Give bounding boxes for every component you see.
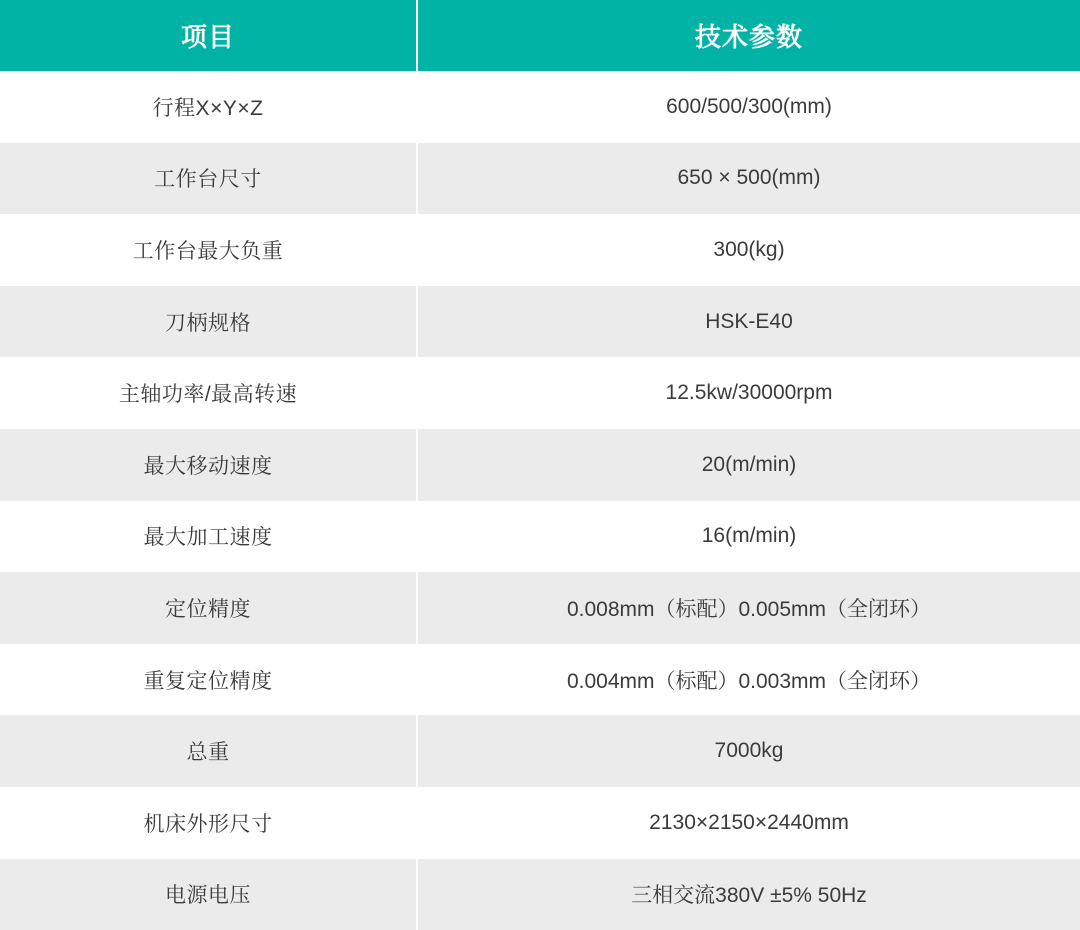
- row-item-label: 总重: [0, 715, 417, 787]
- row-item-label: 工作台最大负重: [0, 214, 417, 286]
- row-item-label: 行程X×Y×Z: [0, 71, 417, 143]
- row-item-label: 机床外形尺寸: [0, 787, 417, 859]
- table-header-row: [0, 0, 1080, 71]
- row-item-value: 20(m/min): [417, 429, 1080, 501]
- table-row: [0, 859, 1080, 930]
- row-item-value: 7000kg: [417, 715, 1080, 787]
- row-item-label: 最大加工速度: [0, 501, 417, 573]
- row-item-label: 重复定位精度: [0, 644, 417, 716]
- row-item-value: 300(kg): [417, 214, 1080, 286]
- row-item-value: 0.008mm（标配）0.005mm（全闭环）: [417, 572, 1080, 644]
- row-item-value: 16(m/min): [417, 501, 1080, 573]
- row-item-value: 2130×2150×2440mm: [417, 787, 1080, 859]
- table-header: [0, 0, 1080, 71]
- row-item-label: 最大移动速度: [0, 429, 417, 501]
- row-item-label: 主轴功率/最高转速: [0, 357, 417, 429]
- table-row: [0, 286, 1080, 358]
- row-item-label: 刀柄规格: [0, 286, 417, 358]
- table-row: [0, 143, 1080, 215]
- table-row: [0, 644, 1080, 716]
- row-item-value: HSK-E40: [417, 286, 1080, 358]
- row-item-value: 0.004mm（标配）0.003mm（全闭环）: [417, 644, 1080, 716]
- table-row: [0, 357, 1080, 429]
- row-item-label: 定位精度: [0, 572, 417, 644]
- row-item-label: 电源电压: [0, 859, 417, 930]
- column-header-item: 项目: [0, 0, 417, 71]
- row-item-value: 600/500/300(mm): [417, 71, 1080, 143]
- row-item-value: 三相交流380V ±5% 50Hz: [417, 859, 1080, 930]
- table-row: [0, 501, 1080, 573]
- table-row: [0, 214, 1080, 286]
- table-row: [0, 429, 1080, 501]
- column-header-value: 技术参数: [417, 0, 1080, 71]
- table-row: [0, 787, 1080, 859]
- row-item-label: 工作台尺寸: [0, 143, 417, 215]
- row-item-value: 12.5kw/30000rpm: [417, 357, 1080, 429]
- table-row: [0, 715, 1080, 787]
- table-row: [0, 572, 1080, 644]
- table-row: [0, 71, 1080, 143]
- table-body: [0, 71, 1080, 930]
- row-item-value: 650 × 500(mm): [417, 143, 1080, 215]
